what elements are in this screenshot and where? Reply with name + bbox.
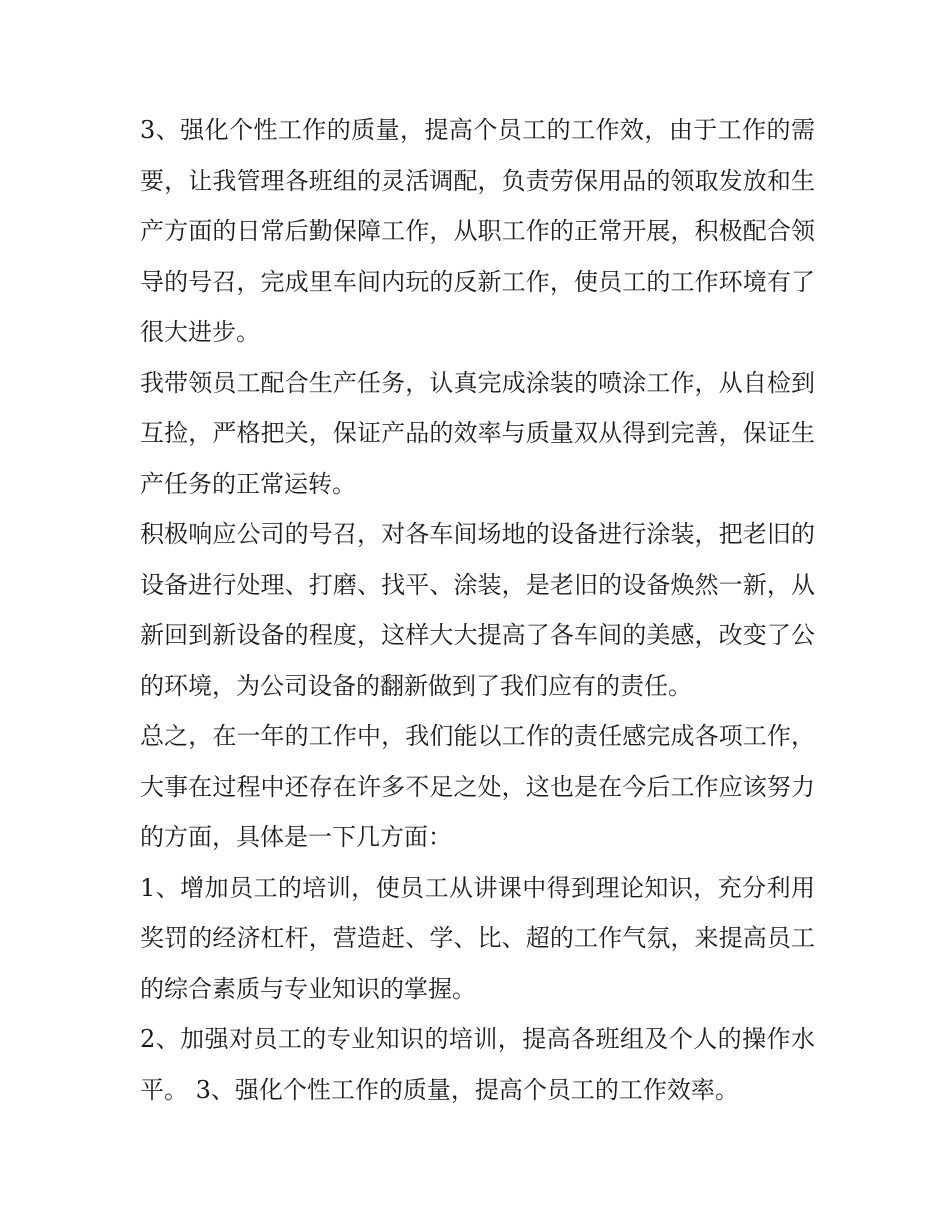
- paragraph-production-tasks: 我带领员工配合生产任务，认真完成涂装的喷涂工作，从自检到互捡，严格把关，保证产品的效率与质量双从得到完善，保证生产任务的正常运转。: [140, 368, 815, 498]
- paragraph-item-2-professional-training: 2、加强对员工的专业知识的培训，提高各班组及个人的操作水平。 3、强化个性工作的质量，提高个员工的工作效率。: [140, 1025, 815, 1104]
- document-body: [140, 105, 815, 1115]
- paragraph-equipment-coating: 积极响应公司的号召，对各车间场地的设备进行涂装，把老旧的设备进行处理、打磨、找平、涂装，是老旧的设备焕然一新，从新回到新设备的程度，这样大大提高了各车间的美感，改变了公的环境，为公司设备的翻新做到了我们应有的责任。: [140, 520, 815, 700]
- paragraph-strengthen-quality: 3、强化个性工作的质量，提高个员工的工作效，由于工作的需要，让我管理各班组的灵活调配，负责劳保用品的领取发放和生产方面的日常后勤保障工作，从职工作的正常开展，积极配合领导的号召，完成里车间内玩的反新工作，使员工的工作环境有了很大进步。: [140, 116, 815, 346]
- paragraph-summary: 总之，在一年的工作中，我们能以工作的责任感完成各项工作，大事在过程中还存在许多不足之处，这也是在今后工作应该努力的方面，具体是一下几方面：: [140, 722, 815, 851]
- paragraph-item-1-training: 1、增加员工的培训，使员工从讲课中得到理论知识，充分利用奖罚的经济杠杆，营造赶、学、比、超的工作气氛，来提高员工的综合素质与专业知识的掌握。: [140, 873, 815, 1003]
